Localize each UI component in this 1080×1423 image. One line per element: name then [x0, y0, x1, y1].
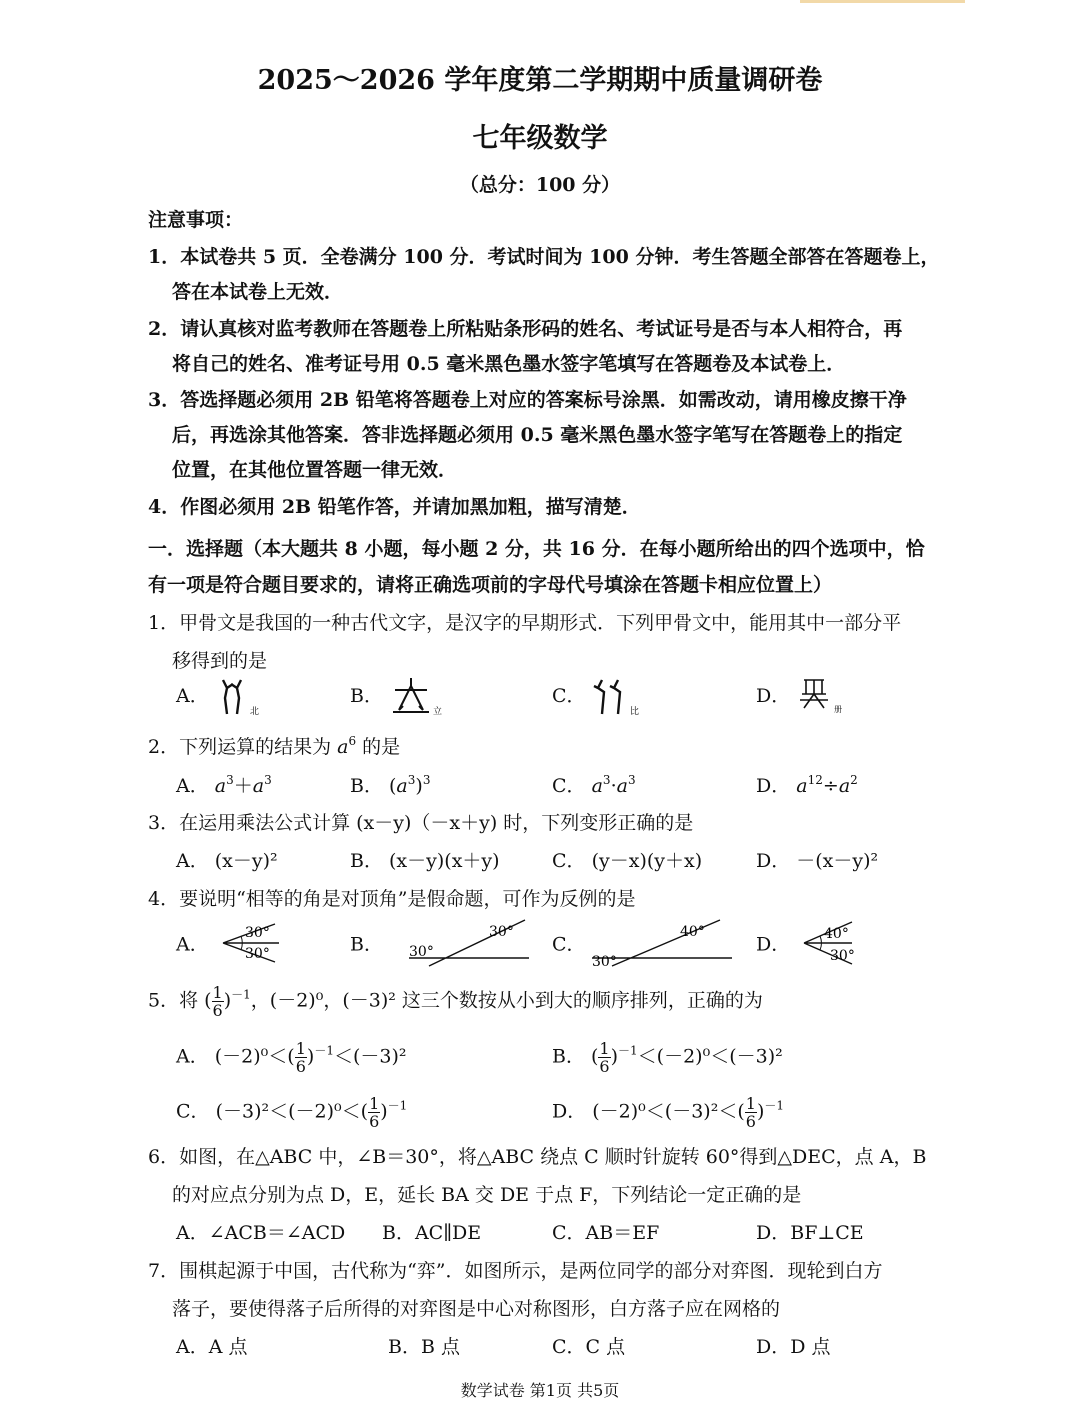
q1-option-b-label: B．: [350, 685, 383, 707]
section-heading-line-2: 有一项是符合题目要求的，请将正确选项前的字母代号填涂在答题卡相应位置上）: [148, 574, 833, 596]
q5-b-close: ): [610, 1045, 619, 1068]
q4-d-angle-figure: [796, 918, 876, 968]
exam-subject: 七年级数学: [472, 123, 608, 154]
q2-c-var-2: a: [616, 775, 628, 797]
q5-option-d: [552, 1095, 784, 1130]
q2-d-var-1: a: [796, 775, 808, 797]
page-footer: 数学试卷 第1页 共5页: [460, 1381, 620, 1400]
q5-d-pre: D． (－2)⁰＜(－3)²＜(: [552, 1100, 745, 1123]
q5-stem-rest: ，(－2)⁰，(－3)² 这三个数按从小到大的顺序排列，正确的为: [250, 989, 763, 1012]
oracle-ce-icon: [796, 676, 852, 718]
q3-stem: 3．在运用乘法公式计算 (x－y)（－x＋y) 时，下列变形正确的是: [148, 812, 694, 834]
q7-option-a: A．A 点: [176, 1336, 248, 1358]
q2-c-exp-2: 3: [627, 773, 636, 787]
q2-exp: 6: [348, 734, 357, 748]
q3-option-a: A． (x－y)²: [176, 850, 278, 872]
q2-option-d: [756, 771, 858, 798]
q2-b-exp-1: 3: [407, 773, 416, 787]
svg-text:30°: 30°: [591, 954, 617, 968]
q4-option-c-label: C．: [552, 933, 586, 956]
svg-text:30°: 30°: [244, 946, 270, 962]
q4-option-b: [350, 918, 529, 968]
q2-d-exp-1: 12: [807, 773, 823, 787]
q7-option-c: C．C 点: [552, 1336, 626, 1358]
notice-item-3-line-1: 3．答选择题必须用 2B 铅笔将答题卷上对应的答案标号涂黑．如需改动，请用橡皮擦干净: [148, 389, 907, 411]
q3-option-c: C． (y－x)(y＋x): [552, 850, 703, 872]
q5-option-a: [176, 1040, 407, 1075]
q5-b-exp: －1: [618, 1043, 638, 1058]
q5-a-pre: A． (－2)⁰＜(: [176, 1045, 295, 1068]
q2-c-dot: ·: [610, 775, 617, 797]
q1-option-b: [350, 676, 449, 718]
q2-b-exp-2: 3: [422, 773, 431, 787]
q2-option-c-label: C．: [552, 775, 586, 797]
total-score: （总分：100 分）: [459, 174, 621, 196]
q5-a-close: ): [306, 1045, 315, 1068]
q6-option-a: A．∠ACB＝∠ACD: [176, 1222, 346, 1244]
notice-item-1-line-2: 答在本试卷上无效．: [172, 281, 344, 303]
q4-option-c: [552, 918, 732, 968]
q5-stem-exp: －1: [231, 987, 251, 1002]
q2-option-a-label: A．: [176, 775, 209, 797]
q1-stem-line-1: 1．甲骨文是我国的一种古代文字，是汉字的早期形式．下列甲骨文中，能用其中一部分平: [148, 612, 902, 634]
oracle-bi-icon: [592, 676, 648, 718]
q2-option-b-label: B．: [350, 775, 383, 797]
svg-text:30°: 30°: [489, 924, 514, 940]
q1-option-d: [756, 676, 852, 718]
q5-c-pre: C． (－3)²＜(－2)⁰＜(: [176, 1100, 369, 1123]
q5-b-fraction: $\frac{1}{6}$: [599, 1039, 610, 1076]
top-edge-stripe: [800, 0, 965, 3]
svg-text:比: 比: [629, 707, 639, 717]
notice-item-2-line-1: 2．请认真核对监考教师在答题卷上所粘贴条形码的姓名、考试证号是否与本人相符合，再: [148, 318, 903, 340]
q1-option-c-label: C．: [552, 685, 586, 707]
q5-d-close: ): [756, 1100, 765, 1123]
svg-text:30°: 30°: [830, 948, 856, 964]
exam-title: 2025～2026 学年度第二学期期中质量调研卷: [257, 65, 823, 96]
q2-d-div: ÷: [822, 775, 839, 797]
q6-option-c: C．AB＝EF: [552, 1222, 660, 1244]
notice-item-1-line-1: 1．本试卷共 5 页．全卷满分 100 分．考试时间为 100 分钟．考生答题全部答在答题卷上，: [148, 246, 940, 268]
svg-text:北: 北: [249, 707, 259, 717]
q2-b-var: a: [396, 775, 408, 797]
q5-stem-close: ): [223, 989, 232, 1012]
q6-option-d: D．BF⊥CE: [756, 1222, 864, 1244]
q4-option-d-label: D．: [756, 933, 791, 956]
q5-stem-pre: 5．将 (: [148, 989, 212, 1012]
q7-option-b: B．B 点: [388, 1336, 460, 1358]
q2-stem: [148, 732, 400, 759]
section-heading-line-1: 一．选择题（本大题共 8 小题，每小题 2 分，共 16 分．在每小题所给出的四个选项中，恰: [148, 538, 925, 560]
q4-b-angle-figure: [389, 918, 529, 968]
q5-d-exp: －1: [764, 1098, 784, 1113]
q5-stem-fraction: $\frac{1}{6}$: [212, 983, 223, 1020]
q5-c-close: ): [380, 1100, 388, 1123]
notice-item-3-line-2: 后，再选涂其他答案．答非选择题必须用 0.5 毫米黑色墨水签字笔写在答题卷上的指定: [172, 424, 903, 446]
q5-c-fraction: $\frac{1}{6}$: [369, 1094, 380, 1131]
q7-stem-line-1: 7．围棋起源于中国，古代称为“弈”．如图所示，是两位同学的部分对弈图．现轮到白方: [148, 1260, 883, 1282]
q2-option-d-label: D．: [756, 775, 791, 797]
notice-item-2-line-2: 将自己的姓名、准考证号用 0.5 毫米黑色墨水签字笔填写在答题卷及本试卷上．: [172, 353, 846, 375]
svg-text:40°: 40°: [679, 924, 705, 940]
q4-option-a-label: A．: [176, 933, 209, 956]
q5-option-b: [552, 1040, 783, 1075]
q5-option-c: [176, 1095, 407, 1130]
q5-d-fraction: $\frac{1}{6}$: [745, 1094, 756, 1131]
q5-b-pre: B． (: [552, 1045, 599, 1068]
q6-option-b: B．AC∥DE: [382, 1222, 482, 1244]
q2-var: a: [337, 736, 349, 758]
q4-option-a: [176, 918, 295, 968]
q5-b-post: ＜(－2)⁰＜(－3)²: [637, 1045, 783, 1068]
q2-c-exp-1: 3: [602, 773, 611, 787]
q2-a-exp-1: 3: [226, 773, 234, 787]
q2-d-exp-2: 2: [850, 773, 858, 787]
q2-option-c: [552, 771, 636, 798]
q4-stem: 4．要说明“相等的角是对顶角”是假命题，可作为反例的是: [148, 888, 636, 910]
q4-option-d: [756, 918, 876, 968]
q2-option-a: [176, 771, 272, 798]
q5-stem: [148, 984, 763, 1019]
notice-heading: 注意事项：: [148, 209, 244, 231]
q1-option-c: [552, 676, 648, 718]
svg-text:立: 立: [433, 707, 443, 717]
q2-a-exp-2: 3: [264, 773, 272, 787]
q2-a-var-1: a: [214, 775, 227, 797]
oracle-li-icon: [389, 676, 449, 718]
q4-option-b-label: B．: [350, 933, 383, 956]
q2-a-plus: ＋: [233, 775, 253, 797]
q2-d-var-2: a: [838, 775, 851, 797]
q1-option-a-label: A．: [176, 685, 209, 707]
q3-option-b: B． (x－y)(x＋y): [350, 850, 500, 872]
q1-option-a: [176, 676, 265, 718]
q2-c-var-1: a: [591, 775, 603, 797]
svg-text:30°: 30°: [409, 944, 434, 960]
q7-option-d: D．D 点: [756, 1336, 831, 1358]
svg-text:30°: 30°: [244, 925, 270, 941]
q6-stem-line-1: 6．如图，在△ABC 中，∠B＝30°，将△ABC 绕点 C 顺时针旋转 60°得到△DEC，点 A，B: [148, 1146, 927, 1168]
oracle-bei-icon: [215, 676, 265, 718]
q4-a-angle-figure: [215, 918, 295, 968]
q1-option-d-label: D．: [756, 685, 791, 707]
q5-a-post: ＜(－3)²: [333, 1045, 407, 1068]
q4-c-angle-figure: [592, 918, 732, 968]
q5-a-exp: －1: [314, 1043, 334, 1058]
q1-stem-line-2: 移得到的是: [172, 650, 268, 672]
q3-option-d: D． －(x－y)²: [756, 850, 879, 872]
q6-stem-line-2: 的对应点分别为点 D，E，延长 BA 交 DE 于点 F，下列结论一定正确的是: [172, 1184, 802, 1206]
q7-stem-line-2: 落子，要使得落子后所得的对弈图是中心对称图形，白方落子应在网格的: [172, 1298, 781, 1320]
svg-text:册: 册: [834, 705, 843, 714]
q2-a-var-2: a: [252, 775, 265, 797]
q5-c-exp: －1: [387, 1098, 408, 1113]
svg-text:40°: 40°: [824, 926, 850, 942]
q2-stem-pre: 2．下列运算的结果为: [148, 736, 338, 758]
q5-a-fraction: $\frac{1}{6}$: [295, 1039, 306, 1076]
q2-option-b: B． $(a^3)^3$: [350, 773, 431, 797]
notice-item-3-line-3: 位置，在其他位置答题一律无效．: [172, 459, 458, 481]
q2-stem-post: 的是: [356, 736, 401, 758]
notice-item-4-line-1: 4．作图必须用 2B 铅笔作答，并请加黑加粗，描写清楚．: [148, 496, 641, 518]
